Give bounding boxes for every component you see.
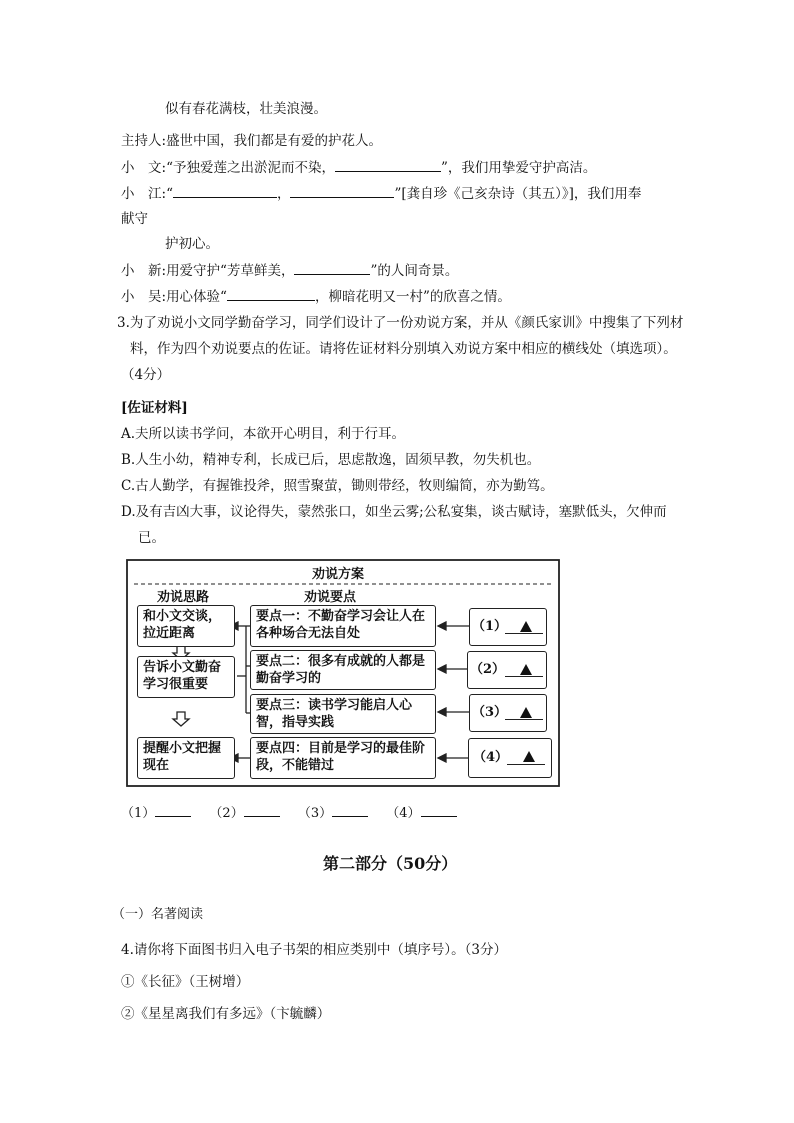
point-box: 要点二：很多有成就的人都是勤奋学习的 [250,650,436,690]
materials-title: [佐证材料] [121,400,188,416]
wen-line: 小 文:“予独爱莲之出淤泥而不染， ”，我们用挚爱守护高洁。 [121,157,596,178]
material-option-d-cont: 已。 [138,530,165,546]
jiang-line-3: 护初心。 [165,236,219,252]
answer-line[interactable] [505,633,543,634]
answer-blank[interactable] [290,183,394,198]
answer-blank[interactable] [155,802,191,817]
answer-box-3[interactable]: （3） [469,694,547,732]
speaker-label: 主持人: [121,133,167,149]
diagram-title: 劝说方案 [312,567,365,582]
triangle-marker-icon [520,621,532,632]
answer-box-2[interactable]: （2） [467,651,547,689]
poem-line: 似有春花满枝，壮美浪漫。 [165,101,327,117]
answer-blank[interactable] [332,802,368,817]
point-box: 要点三：读书学习能启人心智，指导实践 [250,694,436,734]
answer-line[interactable] [505,676,543,677]
answer-line[interactable] [507,764,545,765]
speaker-label: 小 江: [121,186,167,202]
column-header-right: 劝说要点 [304,590,357,605]
answer-box-4[interactable]: （4） [468,738,552,778]
answer-row: （1） （2） （3） （4） [121,802,457,824]
q3-score: （4分） [121,367,171,383]
speaker-label: 小 文: [121,160,167,176]
xin-line: 小 新:用爱守护“芳草鲜美， ”的人间奇景。 [121,260,458,281]
q3-stem-line1: 3.为了劝说小文同学勤奋学习，同学们设计了一份劝说方案，并从《颜氏家训》中搜集了下列材 [117,315,684,331]
triangle-marker-icon [523,751,535,762]
material-option-c: C.古人勤学，有握锥投斧，照雪聚萤，锄则带经，牧则编简，亦为勤笃。 [121,478,554,494]
point-box: 要点一：不勤奋学习会让人在各种场合无法自处 [250,605,436,647]
answer-arrows [438,622,469,762]
q3-stem-line2: 料，作为四个劝说要点的佐证。请将佐证材料分别填入劝说方案中相应的横线处（填选项）。 [130,341,677,357]
triangle-marker-icon [520,707,532,718]
jiang-wrap: 献守 [121,211,148,227]
material-option-a: A.夫所以读书学问，本欲开心明目，利于行耳。 [121,426,406,442]
persuasion-plan-diagram [126,559,560,787]
jiang-line: 小 江:“ ， ”[龚自珍《己亥杂诗（其五）》]，我们用奉 [121,183,641,204]
material-option-d: D.及有吉凶大事，议论得失，蒙然张口，如坐云雾;公私宴集，谈古赋诗，塞默低头，欠伸而 [121,504,667,520]
answer-line[interactable] [505,719,543,720]
material-option-b: B.人生小幼，精神专利，长成已后，思虑散逸，固须早教，勿失机也。 [121,452,541,468]
answer-blank[interactable] [335,157,441,172]
answer-blank[interactable] [173,183,277,198]
column-header-left: 劝说思路 [157,590,210,605]
step-box: 和小文交谈，拉近距离 [137,605,235,647]
host-line: 主持人:盛世中国，我们都是有爱的护花人。 [121,133,383,149]
answer-blank[interactable] [294,260,370,275]
speaker-label: 小 新: [121,263,167,279]
wu-line: 小 吴:用心体验“ ，柳暗花明又一村”的欣喜之情。 [121,286,511,307]
step-box: 提醒小文把握现在 [137,737,235,779]
triangle-marker-icon [520,664,532,675]
answer-box-1[interactable]: （1） [469,608,547,646]
part-title: 第二部分（50分） [323,854,458,873]
step-box: 告诉小文勤奋学习很重要 [137,656,235,698]
speaker-label: 小 吴: [121,289,167,305]
book-item: ①《长征》（王树增） [121,974,250,990]
section-heading: （一）名著阅读 [112,907,204,922]
answer-blank[interactable] [421,802,457,817]
q4-stem: 4.请你将下面图书归入电子书架的相应类别中（填序号）。（3分） [121,942,507,958]
point-box: 要点四：目前是学习的最佳阶段，不能错过 [250,737,436,779]
book-item: ②《星星离我们有多远》（卞毓麟） [121,1006,331,1022]
answer-blank[interactable] [227,286,315,301]
answer-blank[interactable] [244,802,280,817]
